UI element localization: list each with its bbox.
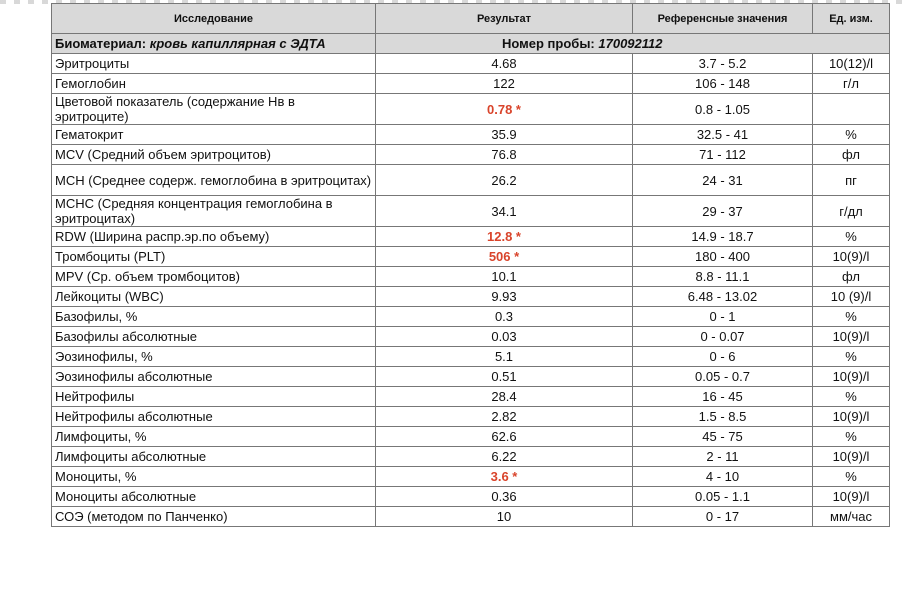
- test-name-cell: Гемоглобин: [52, 74, 376, 94]
- table-row: [52, 387, 890, 407]
- result-cell: 10.1: [376, 267, 633, 287]
- unit-cell: 10(9)/l: [813, 367, 890, 387]
- reference-cell: 14.9 - 18.7: [633, 227, 813, 247]
- result-cell: 62.6: [376, 427, 633, 447]
- result-cell: 3.6 *: [376, 467, 633, 487]
- table-row: [52, 487, 890, 507]
- test-name-cell: MPV (Ср. объем тромбоцитов): [52, 267, 376, 287]
- reference-cell: 0.05 - 0.7: [633, 367, 813, 387]
- unit-cell: 10(9)/l: [813, 247, 890, 267]
- unit-cell: %: [813, 307, 890, 327]
- reference-cell: 4 - 10: [633, 467, 813, 487]
- result-cell: 9.93: [376, 287, 633, 307]
- biomaterial-row: [52, 34, 890, 54]
- unit-cell: 10(9)/l: [813, 447, 890, 467]
- table-row: [52, 507, 890, 527]
- table-row: [52, 94, 890, 125]
- test-name-cell: MCH (Среднее содерж. гемоглобина в эритроцитах): [52, 165, 376, 196]
- reference-cell: 2 - 11: [633, 447, 813, 467]
- test-name-cell: СОЭ (методом по Панченко): [52, 507, 376, 527]
- reference-cell: 0 - 0.07: [633, 327, 813, 347]
- unit-cell: 10(9)/l: [813, 327, 890, 347]
- reference-cell: 3.7 - 5.2: [633, 54, 813, 74]
- unit-cell: пг: [813, 165, 890, 196]
- test-name-cell: Тромбоциты (PLT): [52, 247, 376, 267]
- unit-cell: фл: [813, 267, 890, 287]
- table-row: [52, 447, 890, 467]
- reference-cell: 24 - 31: [633, 165, 813, 196]
- unit-cell: %: [813, 347, 890, 367]
- biomaterial-label: Биоматериал:: [55, 36, 147, 51]
- table-row: [52, 367, 890, 387]
- reference-cell: 8.8 - 11.1: [633, 267, 813, 287]
- reference-cell: 45 - 75: [633, 427, 813, 447]
- table-row: [52, 347, 890, 367]
- result-cell: 0.51: [376, 367, 633, 387]
- unit-cell: %: [813, 387, 890, 407]
- unit-cell: 10(12)/l: [813, 54, 890, 74]
- reference-cell: 29 - 37: [633, 196, 813, 227]
- reference-cell: 0.8 - 1.05: [633, 94, 813, 125]
- result-cell: 28.4: [376, 387, 633, 407]
- unit-cell: %: [813, 227, 890, 247]
- result-cell: 122: [376, 74, 633, 94]
- probe-number: 170092112: [598, 36, 663, 51]
- unit-cell: мм/час: [813, 507, 890, 527]
- result-cell: 34.1: [376, 196, 633, 227]
- results-body: [52, 34, 890, 527]
- reference-cell: 0 - 6: [633, 347, 813, 367]
- test-name-cell: MCHC (Средняя концентрация гемоглобина в эритроцитах): [52, 196, 376, 227]
- result-cell: 0.78 *: [376, 94, 633, 125]
- result-cell: 12.8 *: [376, 227, 633, 247]
- test-name-cell: Эозинофилы, %: [52, 347, 376, 367]
- unit-cell: фл: [813, 145, 890, 165]
- result-cell: 506 *: [376, 247, 633, 267]
- result-cell: 26.2: [376, 165, 633, 196]
- unit-cell: 10 (9)/l: [813, 287, 890, 307]
- test-name-cell: Эозинофилы абсолютные: [52, 367, 376, 387]
- reference-cell: 0 - 17: [633, 507, 813, 527]
- reference-cell: 106 - 148: [633, 74, 813, 94]
- table-row: [52, 467, 890, 487]
- result-cell: 0.3: [376, 307, 633, 327]
- table-row: [52, 125, 890, 145]
- test-name-cell: Лейкоциты (WBC): [52, 287, 376, 307]
- result-cell: 76.8: [376, 145, 633, 165]
- result-cell: 0.03: [376, 327, 633, 347]
- table-row: [52, 267, 890, 287]
- reference-cell: 180 - 400: [633, 247, 813, 267]
- result-cell: 35.9: [376, 125, 633, 145]
- biomaterial-value: кровь капиллярная с ЭДТА: [149, 36, 326, 51]
- table-row: [52, 54, 890, 74]
- reference-cell: 0.05 - 1.1: [633, 487, 813, 507]
- test-name-cell: Нейтрофилы: [52, 387, 376, 407]
- unit-cell: [813, 94, 890, 125]
- header-reference: Референсные значения: [633, 4, 813, 34]
- result-cell: 2.82: [376, 407, 633, 427]
- unit-cell: %: [813, 125, 890, 145]
- header-unit: Ед. изм.: [813, 4, 890, 34]
- reference-cell: 71 - 112: [633, 145, 813, 165]
- test-name-cell: Нейтрофилы абсолютные: [52, 407, 376, 427]
- table-row: [52, 227, 890, 247]
- probe-cell: [376, 34, 890, 54]
- table-row: [52, 74, 890, 94]
- table-row: [52, 247, 890, 267]
- table-row: [52, 427, 890, 447]
- unit-cell: г/л: [813, 74, 890, 94]
- test-name-cell: Базофилы, %: [52, 307, 376, 327]
- test-name-cell: Лимфоциты, %: [52, 427, 376, 447]
- test-name-cell: Гематокрит: [52, 125, 376, 145]
- test-name-cell: MCV (Средний объем эритроцитов): [52, 145, 376, 165]
- header-test: Исследование: [52, 4, 376, 34]
- table-row: [52, 327, 890, 347]
- test-name-cell: Моноциты абсолютные: [52, 487, 376, 507]
- test-name-cell: Эритроциты: [52, 54, 376, 74]
- unit-cell: %: [813, 467, 890, 487]
- result-cell: 5.1: [376, 347, 633, 367]
- lab-results-table: [51, 3, 890, 527]
- unit-cell: %: [813, 427, 890, 447]
- table-row: [52, 145, 890, 165]
- unit-cell: 10(9)/l: [813, 407, 890, 427]
- test-name-cell: Цветовой показатель (содержание Нв в эритроците): [52, 94, 376, 125]
- reference-cell: 16 - 45: [633, 387, 813, 407]
- result-cell: 10: [376, 507, 633, 527]
- probe-label: Номер пробы:: [502, 36, 595, 51]
- test-name-cell: RDW (Ширина распр.эр.по объему): [52, 227, 376, 247]
- test-name-cell: Базофилы абсолютные: [52, 327, 376, 347]
- biomaterial-cell: [52, 34, 376, 54]
- table-row: [52, 165, 890, 196]
- reference-cell: 6.48 - 13.02: [633, 287, 813, 307]
- table-row: [52, 407, 890, 427]
- header-result: Результат: [376, 4, 633, 34]
- result-cell: 6.22: [376, 447, 633, 467]
- unit-cell: г/дл: [813, 196, 890, 227]
- table-row: [52, 196, 890, 227]
- reference-cell: 32.5 - 41: [633, 125, 813, 145]
- test-name-cell: Моноциты, %: [52, 467, 376, 487]
- reference-cell: 0 - 1: [633, 307, 813, 327]
- reference-cell: 1.5 - 8.5: [633, 407, 813, 427]
- test-name-cell: Лимфоциты абсолютные: [52, 447, 376, 467]
- result-cell: 4.68: [376, 54, 633, 74]
- result-cell: 0.36: [376, 487, 633, 507]
- table-row: [52, 287, 890, 307]
- table-row: [52, 307, 890, 327]
- unit-cell: 10(9)/l: [813, 487, 890, 507]
- table-header-row: [52, 4, 890, 34]
